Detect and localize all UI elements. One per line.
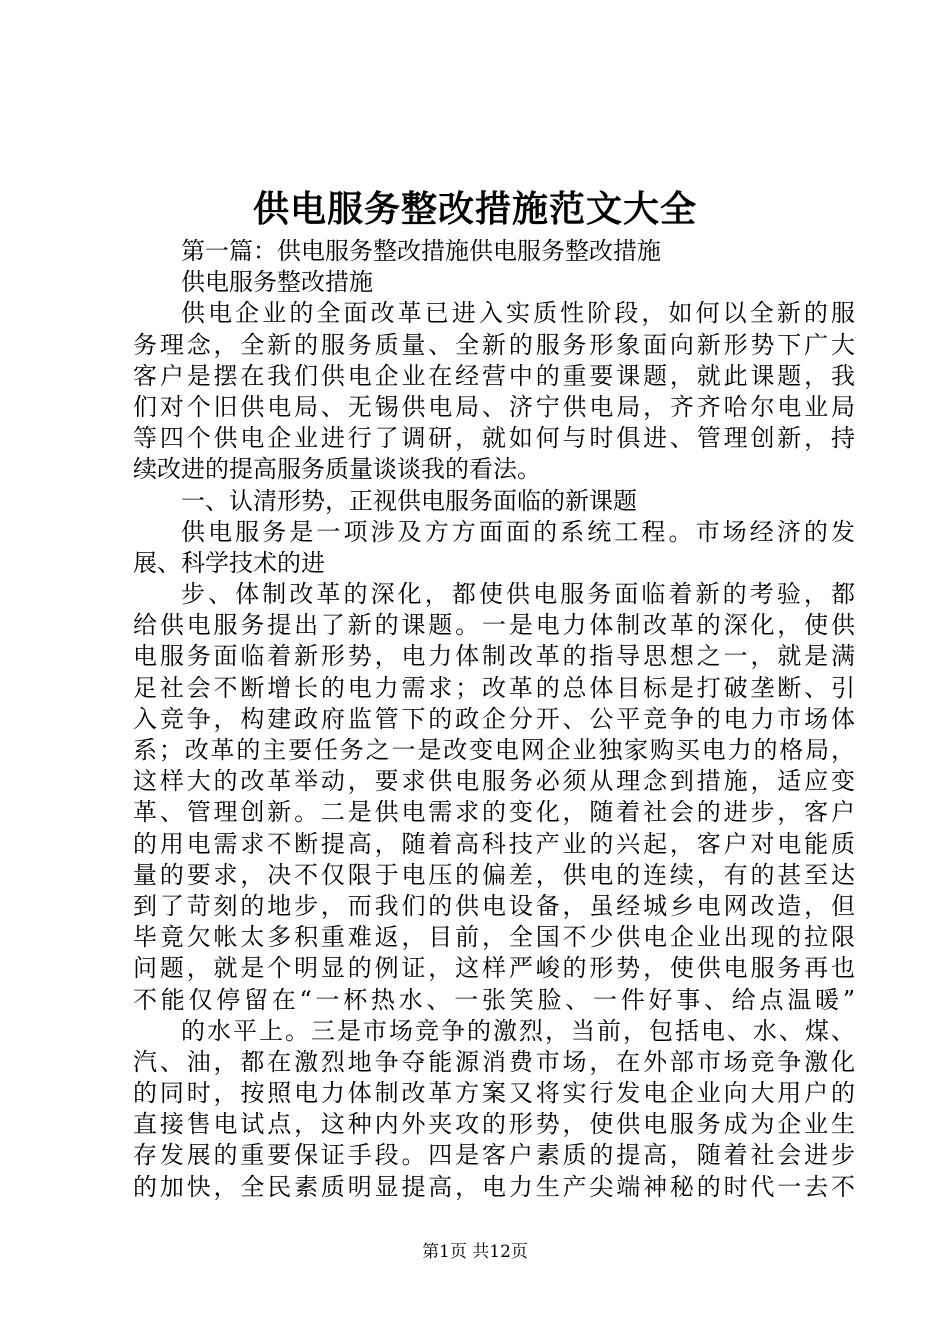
paragraph-line: 量的要求，决不仅限于电压的偏差，供电的连续，有的甚至达 [133,860,855,889]
section-heading: 第一篇：供电服务整改措施供电服务整改措施 [181,237,661,265]
paragraph-line: 客户是摆在我们供电企业在经营中的重要课题，就此课题，我 [133,361,855,390]
paragraph-line: 这样大的改革举动，要求供电服务必须从理念到措施，适应变 [133,767,855,796]
paragraph-line: 的加快，全民素质明显提高，电力生产尖端神秘的时代一去不 [133,1172,855,1201]
paragraph-line: 存发展的重要保证手段。四是客户素质的提高，随着社会进步 [133,1141,855,1170]
paragraph-line: 步、体制改革的深化，都使供电服务面临着新的考验，都 [181,580,855,609]
paragraph-line: 到了苛刻的地步，而我们的供电设备，虽经城乡电网改造，但 [133,891,855,920]
paragraph-line: 给供电服务提出了新的课题。一是电力体制改革的深化，使供 [133,611,855,640]
paragraph-line: 的水平上。三是市场竞争的激烈，当前，包括电、水、煤、 [181,1016,855,1045]
paragraph-line: 入竞争，构建政府监管下的政企分开、公平竞争的电力市场体 [133,704,855,733]
document-body [133,236,855,1203]
section-heading: 一、认清形势，正视供电服务面临的新课题 [181,486,637,515]
paragraph-line: 问题，就是个明显的例证，这样严峻的形势，使供电服务再也 [133,954,855,983]
paragraph-line: 电服务面临着新形势，电力体制改革的指导思想之一，就是满 [133,642,855,671]
paragraph-line: 革、管理创新。二是供电需求的变化，随着社会的进步，客户 [133,798,855,827]
paragraph-line: 续改进的提高服务质量谈谈我的看法。 [133,455,541,484]
paragraph-line: 们对个旧供电局、无锡供电局、济宁供电局，齐齐哈尔电业局 [133,392,855,421]
subsection-heading: 供电服务整改措施 [181,268,373,297]
page-footer: 第1页 共12页 [422,1242,528,1262]
paragraph-line: 直接售电试点，这种内外夹攻的形势，使供电服务成为企业生 [133,1110,855,1139]
paragraph-line: 等四个供电企业进行了调研，就如何与时俱进、管理创新，持 [133,424,855,453]
paragraph-line: 足社会不断增长的电力需求；改革的总体目标是打破垄断、引 [133,673,855,702]
paragraph-line: 不能仅停留在“一杯热水、一张笑脸、一件好事、给点温暖” [133,985,855,1014]
paragraph-line: 汽、油，都在激烈地争夺能源消费市场，在外部市场竞争激化 [133,1047,855,1076]
paragraph-line: 毕竟欠帐太多积重难返，目前，全国不少供电企业出现的拉限 [133,923,855,952]
document-title: 供电服务整改措施范文大全 [252,188,697,230]
paragraph-line: 务理念，全新的服务质量、全新的服务形象面向新形势下广大 [133,330,855,359]
paragraph-line: 供电企业的全面改革已进入实质性阶段，如何以全新的服 [181,299,855,328]
paragraph-line: 供电服务是一项涉及方方面面的系统工程。市场经济的发 [181,517,855,546]
paragraph-line: 的用电需求不断提高，随着高科技产业的兴起，客户对电能质 [133,829,855,858]
paragraph-line: 系；改革的主要任务之一是改变电网企业独家购买电力的格局， [133,736,855,764]
paragraph-line: 的同时，按照电力体制改革方案又将实行发电企业向大用户的 [133,1079,855,1108]
paragraph-line: 展、科学技术的进 [133,548,325,577]
